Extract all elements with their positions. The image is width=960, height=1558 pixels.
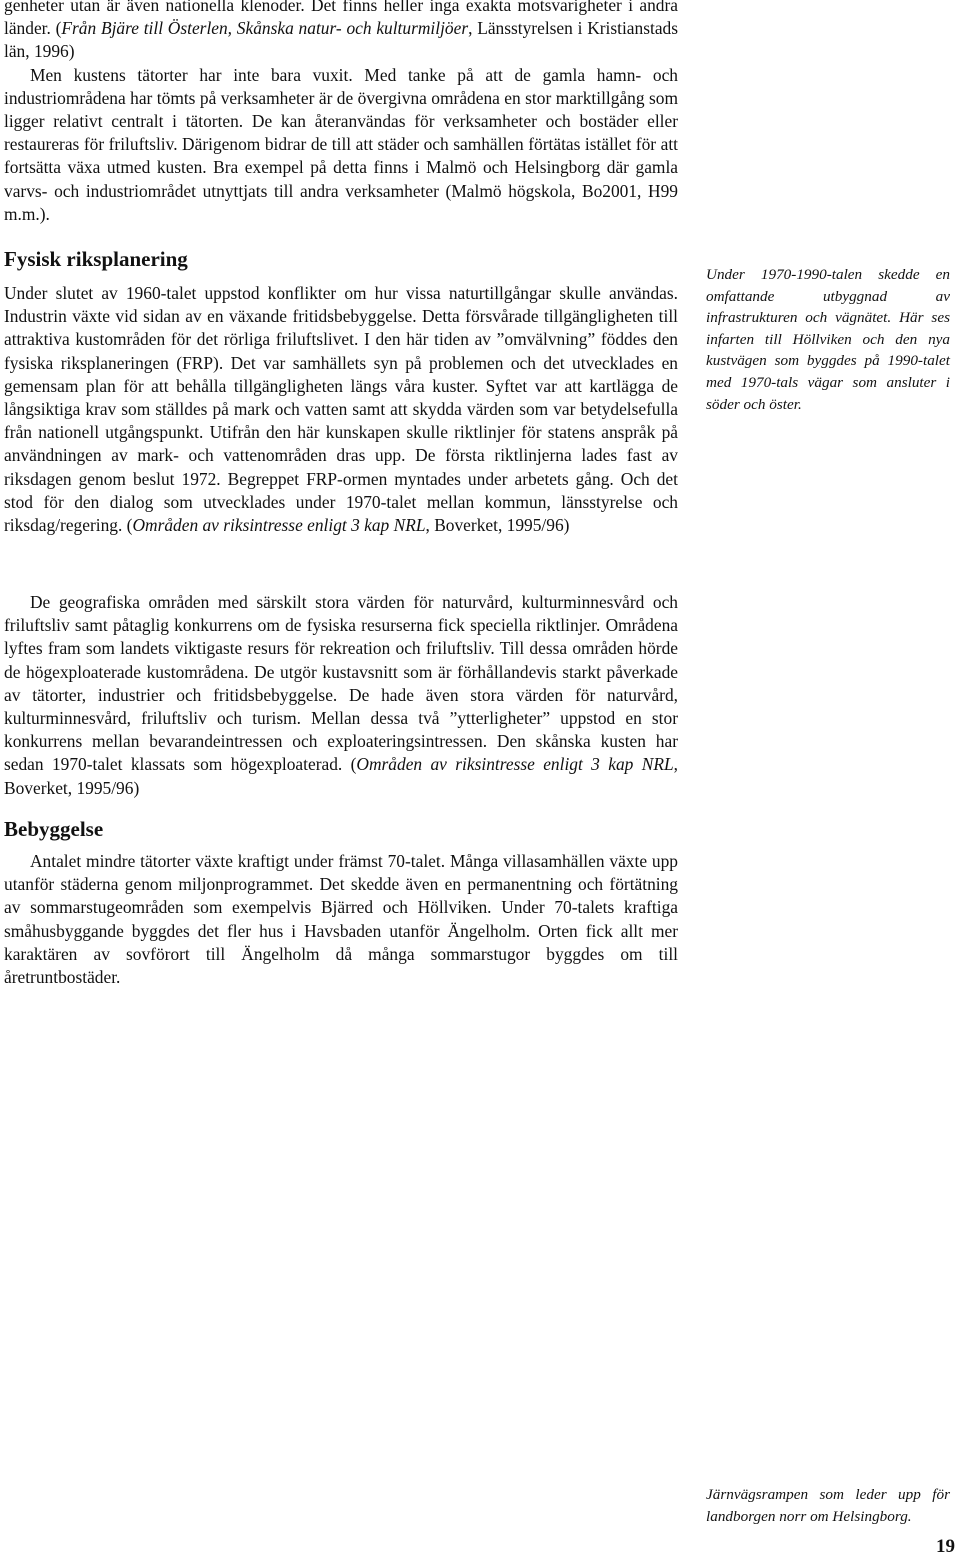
paragraph-bebyggelse: Antalet mindre tätorter växte kraftigt under främst 70-talet. Många villasamhällen växte upp utanför städerna genom miljonprogrammet. Det skedde även en permanentning och förtätning av sommarstugeområden som exempelvis Bjärred och Höllviken. Under 70-talets kraftiga småhusbyggande byggdes det fler hus i Havsbaden utanför Ängelholm. Orten fick allt mer karaktären av sovförort till Ängelholm då många sommarstugor byggdes om till åretruntbostäder.	[4, 851, 678, 988]
paragraph-geographic-areas: De geografiska områden med särskilt stora värden för naturvård, kulturminnesvård och friluftsliv samt påtaglig konkurrens om de fysiska resurserna fick speciella riktlinjer. Områdena lyftes fram som landets viktigaste resurs för rekreation och friluftsliv. Till dessa områden hörde de högexploaterade kustområdena. De utgör kustavsnitt som är förhållandevis starkt påverkade av tätorter, industrier och fritidsbebyggelse. De hade även stora värden för naturvård, kulturminnesvård, friluftsliv och turism. Mellan dessa två ”ytterligheter” uppstod en stor konkurrens mellan bevarandeintressen och exploateringsintressen. Den skånska kusten har sedan 1970-talet klassats som högexploaterad. (Områden av riksintresse enligt 3 kap NRL, Boverket, 1995/96)	[4, 592, 678, 798]
intro-text-block	[4, 0, 678, 226]
caption-infrastructure: Under 1970-1990-talen skedde en omfattande utbyggnad av infrastrukturen och vägnätet. Här ses infarten till Höllviken och den nya kustvägen som byggdes på 1990-talet med 1970-tals vägar som ansluter i söder och öster.	[706, 266, 950, 413]
citation: Från Bjäre till Österlen, Skånska natur- och kulturmiljöer	[61, 18, 469, 39]
caption-railway-ramp: Järnvägsrampen som leder upp för landborgen norr om Helsingborg.	[706, 1486, 950, 1525]
section-frp-continued	[4, 591, 678, 800]
section-fysisk-riksplanering	[4, 246, 678, 537]
citation: Områden av riksintresse enligt 3 kap NRL	[356, 754, 674, 775]
paragraph-urban: Men kustens tätorter har inte bara vuxit. Med tanke på att de gamla hamn- och industriområdena har tömts på verksamheter är de övergivna områdena en stor marktillgång som ligger relativt centralt i tätorten. De kan återanvändas för verksamheter och bostäder eller restaureras för friluftsliv. Därigenom bidrar de till att städer och samhällen förtätas istället för att fortsätta växa utmed kusten. Bra exempel på detta finns i Malmö och Helsingborg där gamla varvs- och industriområdet utnyttjats till andra verksamheter (Malmö högskola, Bo2001, H99 m.m.).	[4, 64, 678, 224]
section-heading: Bebyggelse	[4, 817, 104, 841]
section-heading: Fysisk riksplanering	[4, 247, 188, 271]
citation: Områden av riksintresse enligt 3 kap NRL	[132, 515, 426, 536]
paragraph-continuation: genheter utan är även nationella klenoder. Det finns heller inga exakta motsvarigheter i andra länder. (Från Bjäre till Österlen, Skånska natur- och kulturmiljöer, Länsstyrelsen i Kristianstads län, 1996)	[4, 0, 678, 62]
paragraph-frp-history: Under slutet av 1960-talet uppstod konflikter om hur vissa naturtillgångar skulle användas. Industrin växte vid sidan av en växande fritidsbebyggelse. Detta försvårade tillgängligheten till attraktiva kustområden för det rörliga friluftslivet. I den här tiden av ”omvälvning” föddes den fysiska riksplaneringen (FRP). Det var samhällets syn på problemen och det utvecklades en gemensam plan för att behålla tillgängligheten längs våra kuster. Syftet var att kartlägga de långsiktiga krav som ställdes på mark och vatten samt att skydda värden som var betydelsefulla från nationell utgångspunkt. Utifrån den här kunskapen skulle riktlinjer för statens anspråk på användningen av mark- och vattenområden dras upp. De första riktlinjerna lades fast av riksdagen genom beslut 1972. Begreppet FRP-ormen myntades under arbetets gång. Och det stod för den dialog som utvecklades under 1970-talet mellan kommun, länsstyrelse och riksdag/regering. (Områden av riksintresse enligt 3 kap NRL, Boverket, 1995/96)	[4, 283, 678, 536]
section-bebyggelse	[4, 816, 678, 989]
page-number: 19	[936, 1536, 955, 1557]
